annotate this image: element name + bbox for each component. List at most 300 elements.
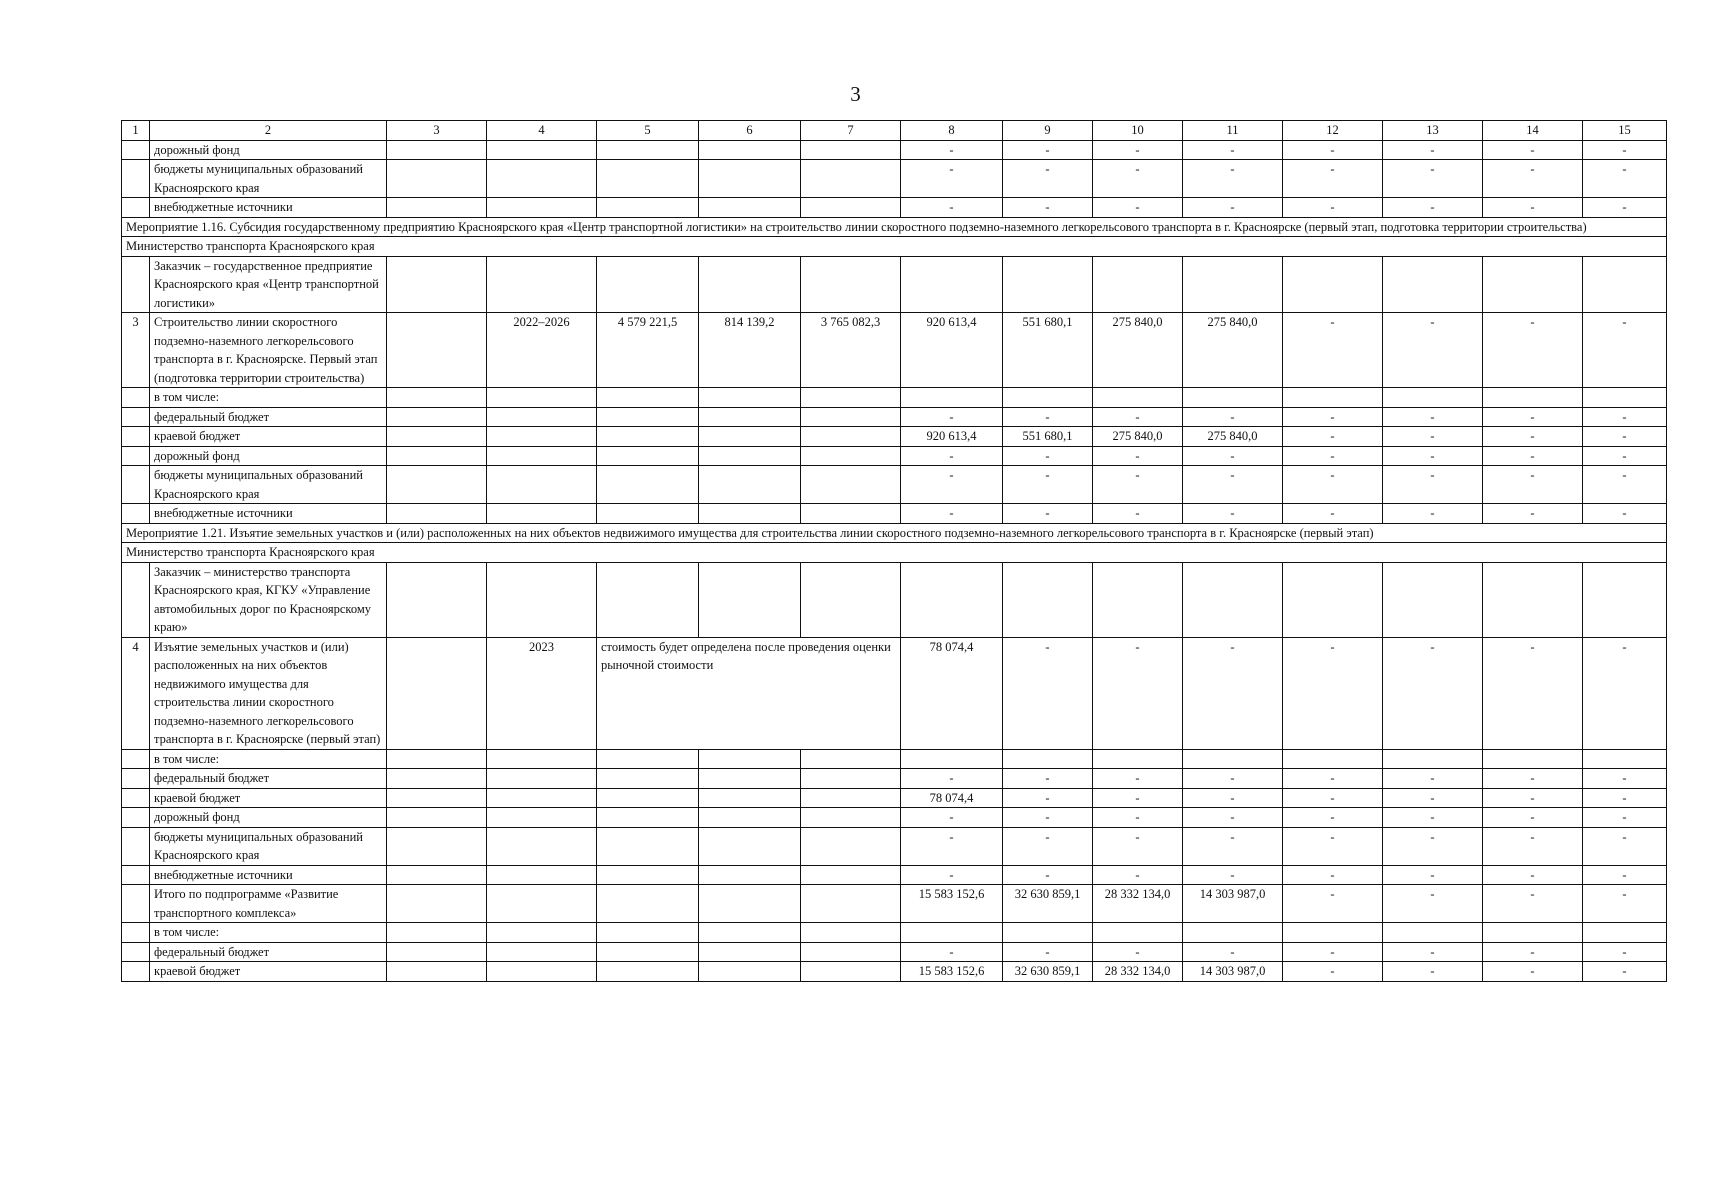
table-cell xyxy=(597,827,699,865)
table-cell: в том числе: xyxy=(150,388,387,408)
table-cell xyxy=(122,446,150,466)
table-cell xyxy=(597,749,699,769)
header-cell: 11 xyxy=(1183,121,1283,141)
table-cell: - xyxy=(1483,865,1583,885)
table-cell xyxy=(801,140,901,160)
table-cell xyxy=(487,504,597,524)
table-cell xyxy=(487,466,597,504)
table-cell xyxy=(801,562,901,637)
table-cell: - xyxy=(1093,504,1183,524)
table-cell xyxy=(801,885,901,923)
table-cell xyxy=(597,160,699,198)
table-cell xyxy=(699,788,801,808)
header-cell: 4 xyxy=(487,121,597,141)
table-cell: - xyxy=(1583,827,1667,865)
table-cell xyxy=(597,885,699,923)
table-cell: - xyxy=(1383,808,1483,828)
header-cell: 10 xyxy=(1093,121,1183,141)
table-cell xyxy=(487,198,597,218)
table-cell xyxy=(487,827,597,865)
table-cell: - xyxy=(901,942,1003,962)
table-cell: - xyxy=(1003,827,1093,865)
table-cell xyxy=(387,769,487,789)
table-cell: - xyxy=(1183,198,1283,218)
table-cell xyxy=(487,427,597,447)
table-cell: - xyxy=(1583,198,1667,218)
table-cell: федеральный бюджет xyxy=(150,407,387,427)
header-cell: 14 xyxy=(1483,121,1583,141)
table-cell: - xyxy=(1583,637,1667,749)
table-cell xyxy=(801,962,901,982)
table-cell: 78 074,4 xyxy=(901,637,1003,749)
table-cell xyxy=(1283,256,1383,313)
table-cell xyxy=(387,923,487,943)
table-cell xyxy=(801,923,901,943)
table-cell xyxy=(597,407,699,427)
table-cell xyxy=(597,962,699,982)
table-cell xyxy=(122,827,150,865)
table-cell xyxy=(699,388,801,408)
table-cell: - xyxy=(901,808,1003,828)
table-cell: - xyxy=(1583,788,1667,808)
table-cell xyxy=(1003,388,1093,408)
table-cell xyxy=(699,865,801,885)
table-cell xyxy=(699,923,801,943)
header-cell: 1 xyxy=(122,121,150,141)
table-cell xyxy=(801,446,901,466)
table-cell: - xyxy=(1583,808,1667,828)
table-cell xyxy=(122,962,150,982)
table-cell xyxy=(801,407,901,427)
table-cell: - xyxy=(1003,466,1093,504)
table-cell xyxy=(122,808,150,828)
table-cell xyxy=(1093,749,1183,769)
table-cell xyxy=(1383,388,1483,408)
header-cell: 12 xyxy=(1283,121,1383,141)
table-cell xyxy=(597,923,699,943)
table-cell: - xyxy=(1183,942,1283,962)
table-cell xyxy=(387,160,487,198)
table-body xyxy=(122,121,1667,982)
table-cell xyxy=(487,256,597,313)
table-cell: Заказчик – министерство транспорта Красноярского края, КГКУ «Управление автомобильных дорог по Красноярскому краю» xyxy=(150,562,387,637)
table-cell: - xyxy=(1093,466,1183,504)
table-cell xyxy=(487,446,597,466)
table-cell xyxy=(1183,388,1283,408)
table-cell: - xyxy=(1483,504,1583,524)
table-cell: в том числе: xyxy=(150,749,387,769)
table-cell: - xyxy=(901,504,1003,524)
table-cell xyxy=(1183,749,1283,769)
table-cell: - xyxy=(1383,788,1483,808)
table-cell xyxy=(801,388,901,408)
table-cell: федеральный бюджет xyxy=(150,769,387,789)
table-cell xyxy=(699,256,801,313)
table-cell: - xyxy=(1383,427,1483,447)
table-cell xyxy=(1483,562,1583,637)
table-cell: - xyxy=(1583,313,1667,388)
table-cell: 551 680,1 xyxy=(1003,427,1093,447)
table-cell xyxy=(901,749,1003,769)
table-row xyxy=(122,388,1667,408)
table-cell: 3 765 082,3 xyxy=(801,313,901,388)
table-cell xyxy=(801,769,901,789)
table-cell: - xyxy=(1583,466,1667,504)
table-cell: 275 840,0 xyxy=(1183,427,1283,447)
table-cell xyxy=(122,427,150,447)
table-cell xyxy=(699,749,801,769)
table-cell xyxy=(1583,562,1667,637)
table-cell xyxy=(597,562,699,637)
table-cell: - xyxy=(1093,808,1183,828)
table-cell: - xyxy=(1283,504,1383,524)
table-cell: - xyxy=(1283,942,1383,962)
table-cell: 14 303 987,0 xyxy=(1183,885,1283,923)
table-cell: - xyxy=(1583,427,1667,447)
table-cell: - xyxy=(1383,942,1483,962)
table-cell xyxy=(597,256,699,313)
table-cell xyxy=(597,865,699,885)
table-cell: - xyxy=(1183,637,1283,749)
table-cell: - xyxy=(901,466,1003,504)
table-cell: - xyxy=(1483,769,1583,789)
table-cell: - xyxy=(1093,827,1183,865)
header-cell: 8 xyxy=(901,121,1003,141)
table-cell xyxy=(1483,923,1583,943)
table-cell: - xyxy=(1093,865,1183,885)
table-cell xyxy=(699,885,801,923)
table-cell xyxy=(1383,923,1483,943)
table-cell xyxy=(801,749,901,769)
table-cell xyxy=(1583,256,1667,313)
table-cell: - xyxy=(1093,788,1183,808)
table-cell: - xyxy=(901,140,1003,160)
table-cell: внебюджетные источники xyxy=(150,504,387,524)
table-cell: - xyxy=(1383,140,1483,160)
table-cell: - xyxy=(1093,769,1183,789)
table-cell xyxy=(901,256,1003,313)
table-cell: - xyxy=(901,160,1003,198)
table-cell xyxy=(597,769,699,789)
table-cell xyxy=(597,140,699,160)
table-cell: - xyxy=(1583,160,1667,198)
table-cell xyxy=(387,788,487,808)
table-cell xyxy=(387,407,487,427)
table-cell: - xyxy=(1093,942,1183,962)
page-number: 3 xyxy=(850,82,861,106)
table-cell xyxy=(1003,562,1093,637)
table-cell xyxy=(801,160,901,198)
table-cell: - xyxy=(1003,769,1093,789)
table-cell: - xyxy=(1003,140,1093,160)
section-row xyxy=(122,543,1667,563)
table-cell xyxy=(122,466,150,504)
table-cell xyxy=(1183,256,1283,313)
table-row xyxy=(122,749,1667,769)
table-cell: - xyxy=(1583,769,1667,789)
table-cell xyxy=(597,466,699,504)
table-cell: - xyxy=(1283,160,1383,198)
table-cell: - xyxy=(1383,865,1483,885)
table-row xyxy=(122,407,1667,427)
table-cell: - xyxy=(1483,788,1583,808)
table-cell xyxy=(901,562,1003,637)
table-cell: 3 xyxy=(122,313,150,388)
table-cell: - xyxy=(1003,446,1093,466)
table-cell xyxy=(487,865,597,885)
table-cell xyxy=(801,466,901,504)
table-cell xyxy=(487,388,597,408)
table-cell: - xyxy=(1003,637,1093,749)
table-cell xyxy=(1093,256,1183,313)
table-cell xyxy=(487,808,597,828)
table-cell: - xyxy=(1483,637,1583,749)
section-row xyxy=(122,523,1667,543)
table-cell: - xyxy=(1093,446,1183,466)
table-cell: - xyxy=(1483,140,1583,160)
table-cell: 551 680,1 xyxy=(1003,313,1093,388)
table-cell: 275 840,0 xyxy=(1183,313,1283,388)
table-cell xyxy=(1283,749,1383,769)
table-cell: - xyxy=(1483,962,1583,982)
table-cell: - xyxy=(1583,504,1667,524)
table-cell: - xyxy=(1383,504,1483,524)
table-cell: - xyxy=(1583,446,1667,466)
table-cell xyxy=(487,160,597,198)
table-cell: - xyxy=(1183,788,1283,808)
table-cell xyxy=(699,446,801,466)
table-cell: - xyxy=(1483,160,1583,198)
table-cell: - xyxy=(1183,140,1283,160)
table-cell xyxy=(1583,923,1667,943)
table-cell: - xyxy=(1383,198,1483,218)
table-cell xyxy=(699,407,801,427)
table-cell: - xyxy=(1383,407,1483,427)
table-cell xyxy=(801,865,901,885)
table-cell: - xyxy=(1283,788,1383,808)
table-cell: - xyxy=(1003,788,1093,808)
table-cell xyxy=(699,962,801,982)
table-cell: 2022–2026 xyxy=(487,313,597,388)
table-cell: - xyxy=(1283,140,1383,160)
table-cell xyxy=(1093,562,1183,637)
table-cell: - xyxy=(1093,407,1183,427)
section-title: Министерство транспорта Красноярского края xyxy=(122,237,1667,257)
table-row xyxy=(122,637,1667,749)
table-cell xyxy=(122,769,150,789)
table-cell xyxy=(387,808,487,828)
table-row xyxy=(122,808,1667,828)
table-cell: - xyxy=(1003,407,1093,427)
table-cell xyxy=(1583,388,1667,408)
table-cell xyxy=(122,140,150,160)
header-row xyxy=(122,121,1667,141)
table-cell xyxy=(1093,923,1183,943)
table-cell: Итого по подпрограмме «Развитие транспортного комплекса» xyxy=(150,885,387,923)
table-cell: Строительство линии скоростного подземно-наземного легкорельсового транспорта в г. Красноярске. Первый этап (подготовка территории строительства) xyxy=(150,313,387,388)
table-cell: - xyxy=(1483,942,1583,962)
table-cell: - xyxy=(1583,407,1667,427)
table-row xyxy=(122,865,1667,885)
table-cell xyxy=(1283,388,1383,408)
table-cell: - xyxy=(1003,160,1093,198)
header-cell: 13 xyxy=(1383,121,1483,141)
table-cell: - xyxy=(1093,637,1183,749)
table-cell xyxy=(387,140,487,160)
table-cell: - xyxy=(1283,962,1383,982)
table-cell: - xyxy=(1483,198,1583,218)
table-cell xyxy=(801,808,901,828)
table-cell: 28 332 134,0 xyxy=(1093,962,1183,982)
table-cell xyxy=(597,942,699,962)
header-cell: 9 xyxy=(1003,121,1093,141)
table-cell: Заказчик – государственное предприятие Красноярского края «Центр транспортной логистики» xyxy=(150,256,387,313)
table-row xyxy=(122,160,1667,198)
table-cell xyxy=(699,198,801,218)
table-cell xyxy=(699,769,801,789)
table-cell: - xyxy=(1583,942,1667,962)
table-cell: - xyxy=(1283,885,1383,923)
table-cell xyxy=(122,504,150,524)
table-row xyxy=(122,562,1667,637)
table-cell xyxy=(122,562,150,637)
table-cell xyxy=(387,637,487,749)
table-cell: - xyxy=(1183,504,1283,524)
section-title: Мероприятие 1.21. Изъятие земельных участков и (или) расположенных на них объектов недвижимого имущества для строительства линии скоростного подземно-наземного легкорельсового транспорта в г. Красноярске (первый этап) xyxy=(122,523,1667,543)
table-cell xyxy=(699,827,801,865)
table-cell: - xyxy=(1383,962,1483,982)
table-cell xyxy=(122,256,150,313)
table-row xyxy=(122,962,1667,982)
table-cell: - xyxy=(1003,198,1093,218)
table-cell: - xyxy=(1383,446,1483,466)
table-cell: 15 583 152,6 xyxy=(901,962,1003,982)
table-cell xyxy=(1003,749,1093,769)
table-row xyxy=(122,923,1667,943)
table-cell: - xyxy=(1183,827,1283,865)
table-cell: 78 074,4 xyxy=(901,788,1003,808)
table-cell xyxy=(387,256,487,313)
table-cell xyxy=(387,313,487,388)
table-cell xyxy=(1383,256,1483,313)
header-cell: 6 xyxy=(699,121,801,141)
table-cell xyxy=(487,562,597,637)
table-cell xyxy=(801,504,901,524)
table-cell xyxy=(699,427,801,447)
table-cell: - xyxy=(1283,808,1383,828)
table-cell: - xyxy=(1283,427,1383,447)
table-cell: - xyxy=(1093,198,1183,218)
table-row xyxy=(122,788,1667,808)
table-cell xyxy=(1183,923,1283,943)
table-cell: - xyxy=(1283,637,1383,749)
table-cell: - xyxy=(1583,865,1667,885)
table-cell: дорожный фонд xyxy=(150,808,387,828)
table-cell: - xyxy=(1383,160,1483,198)
table-cell xyxy=(597,788,699,808)
table-cell: 920 613,4 xyxy=(901,313,1003,388)
table-cell: - xyxy=(1383,769,1483,789)
table-cell xyxy=(1093,388,1183,408)
table-cell xyxy=(699,140,801,160)
table-cell: федеральный бюджет xyxy=(150,942,387,962)
table-cell: 4 xyxy=(122,637,150,749)
table-cell: - xyxy=(1383,827,1483,865)
table-cell xyxy=(699,160,801,198)
table-cell: 32 630 859,1 xyxy=(1003,885,1093,923)
table-cell: - xyxy=(1483,885,1583,923)
table-cell: - xyxy=(1183,769,1283,789)
table-cell: - xyxy=(1283,827,1383,865)
table-cell: 32 630 859,1 xyxy=(1003,962,1093,982)
header-cell: 2 xyxy=(150,121,387,141)
table-cell: дорожный фонд xyxy=(150,446,387,466)
table-cell: - xyxy=(1383,313,1483,388)
table-row xyxy=(122,827,1667,865)
table-cell: 28 332 134,0 xyxy=(1093,885,1183,923)
table-row xyxy=(122,427,1667,447)
table-cell xyxy=(801,827,901,865)
table-cell: - xyxy=(1583,962,1667,982)
table-row xyxy=(122,466,1667,504)
table-cell: - xyxy=(1583,140,1667,160)
table-cell: 4 579 221,5 xyxy=(597,313,699,388)
table-cell: - xyxy=(1003,504,1093,524)
table-cell xyxy=(387,198,487,218)
table-cell: - xyxy=(1483,466,1583,504)
table-cell: - xyxy=(1483,407,1583,427)
table-cell: - xyxy=(1283,769,1383,789)
table-cell xyxy=(801,256,901,313)
table-cell: бюджеты муниципальных образований Красноярского края xyxy=(150,466,387,504)
table-cell xyxy=(487,749,597,769)
table-cell xyxy=(487,942,597,962)
table-cell xyxy=(1003,256,1093,313)
table-cell xyxy=(122,407,150,427)
table-cell: - xyxy=(901,198,1003,218)
table-cell: - xyxy=(901,769,1003,789)
table-cell xyxy=(487,923,597,943)
table-cell: - xyxy=(1093,160,1183,198)
table-cell: - xyxy=(1283,407,1383,427)
table-cell xyxy=(122,160,150,198)
table-cell: Изъятие земельных участков и (или) расположенных на них объектов недвижимого имущества для строительства линии скоростного подземно-наземного легкорельсового транспорта в г. Красноярске (первый этап) xyxy=(150,637,387,749)
table-cell: - xyxy=(1003,865,1093,885)
table-cell: - xyxy=(1183,407,1283,427)
table-cell xyxy=(597,427,699,447)
table-cell xyxy=(901,923,1003,943)
merged-cost-note: стоимость будет определена после проведения оценки рыночной стоимости xyxy=(597,637,901,749)
table-cell xyxy=(1003,923,1093,943)
section-title: Мероприятие 1.16. Субсидия государственному предприятию Красноярского края «Центр транспортной логистики» на строительство линии скоростного подземно-наземного легкорельсового транспорта в г. Красноярске (первый этап, подготовка территории строительства) xyxy=(122,217,1667,237)
table-cell xyxy=(1583,749,1667,769)
table-cell: - xyxy=(1483,313,1583,388)
table-cell: - xyxy=(1283,466,1383,504)
table-cell: - xyxy=(1183,466,1283,504)
header-cell: 7 xyxy=(801,121,901,141)
table-cell: - xyxy=(1383,466,1483,504)
table-cell: - xyxy=(1003,942,1093,962)
table-cell: - xyxy=(901,446,1003,466)
table-cell xyxy=(387,749,487,769)
table-cell xyxy=(597,446,699,466)
table-row xyxy=(122,942,1667,962)
table-cell xyxy=(699,562,801,637)
table-cell xyxy=(122,749,150,769)
table-cell xyxy=(387,388,487,408)
table-cell xyxy=(387,446,487,466)
table-cell: - xyxy=(1283,198,1383,218)
